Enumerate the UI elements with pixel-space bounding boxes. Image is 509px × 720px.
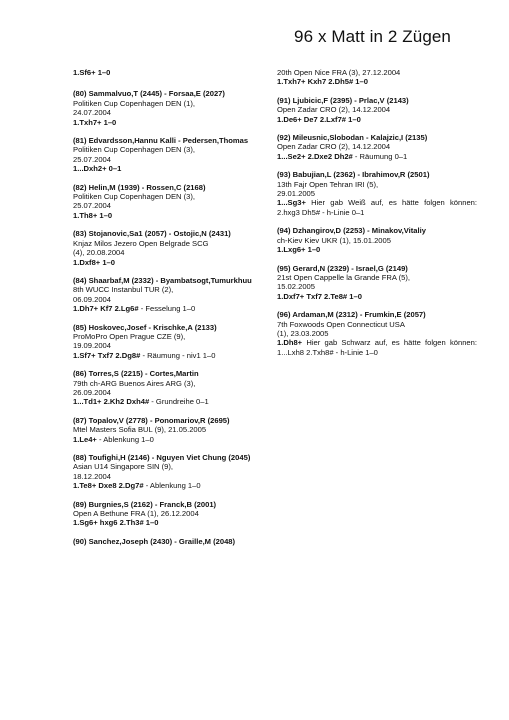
solution-line	[277, 198, 477, 217]
players: (81) Edvardsson,Hannu Kalli - Pedersen,Thomas	[73, 136, 249, 146]
puzzle-entry-87	[73, 416, 273, 444]
solution: 1.Dxf8+ 1–0	[73, 257, 116, 267]
puzzle-entry-94	[277, 226, 477, 254]
right-column	[277, 68, 477, 366]
date: 06.09.2004	[73, 294, 112, 304]
players: (95) Gerard,N (2329) - Israel,G (2149)	[277, 263, 408, 273]
players: (83) Stojanovic,Sa1 (2057) - Ostojic,N (2431)	[73, 229, 231, 239]
comment: Hier gab Weiß auf, es hätte folgen können: 2.hxg3 Dh5# - h-Linie 0–1	[277, 198, 477, 217]
players: (89) Burgnies,S (2162) - Franck,B (2001)	[73, 499, 217, 509]
event: 79th ch-ARG Buenos Aires ARG (3),	[73, 378, 196, 388]
comment: - Ablenkung 1–0	[143, 481, 201, 491]
date: 15.02.2005	[277, 282, 316, 292]
date: 29.01.2005	[277, 189, 316, 199]
solution-line	[73, 481, 273, 490]
puzzle-entry-84	[73, 276, 273, 314]
event: 20th Open Nice FRA (3), 27.12.2004	[277, 68, 401, 77]
puzzle-entry-90	[73, 537, 273, 546]
solution: 1.Sg6+ hxg6 2.Th3# 1–0	[73, 518, 159, 528]
solution: 1...Td1+ 2.Kh2 Dxh4#	[73, 397, 150, 407]
puzzle-entry-93	[277, 170, 477, 217]
solution: 1.Dh8+	[277, 338, 303, 348]
date: 25.07.2004	[73, 154, 112, 164]
intro-solution: 1.Sf6+ 1–0	[73, 68, 111, 77]
players: (92) Mileusnic,Slobodan - Kalajzic,I (2135)	[277, 133, 428, 143]
players: (80) Sammalvuo,T (2445) - Forsaa,E (2027)	[73, 89, 225, 99]
event: Open Zadar CRO (2), 14.12.2004	[277, 142, 391, 152]
puzzle-entry-89	[73, 500, 273, 528]
puzzle-entry-80	[73, 89, 273, 127]
solution: 1.Dh7+ Kf7 2.Lg6#	[73, 304, 139, 314]
solution: 1...Sg3+	[277, 198, 306, 208]
comment: - Räumung 0–1	[352, 151, 408, 161]
date: (1), 23.03.2005	[277, 328, 329, 338]
puzzle-entry-95	[277, 264, 477, 302]
event: Politiken Cup Copenhagen DEN (1),	[73, 98, 195, 108]
solution: 1...Se2+ 2.Dxe2 Dh2#	[277, 151, 353, 161]
comment: - Fesselung 1–0	[138, 304, 196, 314]
event: 21st Open Cappelle la Grande FRA (5),	[277, 272, 410, 282]
solution-line	[73, 435, 273, 444]
date: 25.07.2004	[73, 201, 112, 211]
players: (86) Torres,S (2215) - Cortes,Martin	[73, 369, 199, 379]
solution: 1.Th8+ 1–0	[73, 210, 113, 220]
event: Politiken Cup Copenhagen DEN (3),	[73, 145, 195, 155]
puzzle-entry-92	[277, 133, 477, 161]
event: Asian U14 Singapore SIN (9),	[73, 462, 174, 472]
players: (94) Dzhangirov,D (2253) - Minakov,Vitaliy	[277, 226, 426, 236]
puzzle-entry-86	[73, 369, 273, 407]
players: (85) Hoskovec,Josef - Krischke,A (2133)	[73, 322, 217, 332]
event: 13th Fajr Open Tehran IRI (5),	[277, 179, 379, 189]
puzzle-entry-85	[73, 323, 273, 361]
players: (82) Helin,M (1939) - Rossen,C (2168)	[73, 182, 206, 192]
solution-line	[73, 351, 273, 360]
players: (87) Topalov,V (2778) - Ponomariov,R (2695)	[73, 415, 230, 425]
left-column	[73, 68, 273, 555]
puzzle-entry-91	[277, 96, 477, 124]
puzzle-entry-88	[73, 453, 273, 491]
puzzle-entry-82	[73, 183, 273, 221]
solution: 1...Dxh2+ 0–1	[73, 164, 122, 174]
solution-line	[73, 397, 273, 406]
event: 7th Foxwoods Open Connecticut USA	[277, 319, 405, 329]
solution-line	[73, 304, 273, 313]
event: Open A Bethune FRA (1), 26.12.2004	[73, 509, 199, 519]
date: 18.12.2004	[73, 471, 112, 481]
solution: 1.Lxg6+ 1–0	[277, 245, 321, 255]
date: (4), 20.08.2004	[73, 248, 125, 258]
players: (93) Babujian,L (2362) - Ibrahimov,R (2501)	[277, 170, 430, 180]
players: (88) Toufighi,H (2146) - Nguyen Viet Chung (2045)	[73, 453, 251, 462]
solution-line	[277, 338, 477, 357]
players: (96) Ardaman,M (2312) - Frumkin,E (2057)	[277, 310, 426, 320]
players: (84) Shaarbaf,M (2332) - Byambatsogt,Tumurkhuu	[73, 275, 252, 285]
puzzle-entry-83	[73, 229, 273, 267]
solution: 1.Te8+ Dxe8 2.Dg7#	[73, 481, 144, 491]
event: ch-Kiev Kiev UKR (1), 15.01.2005	[277, 235, 391, 245]
event: Mtel Masters Sofia BUL (9), 21.05.2005	[73, 425, 207, 435]
comment: Hier gab Schwarz auf, es hätte folgen können: 1...Lxh8 2.Txh8# - h-Linie 1–0	[277, 338, 477, 357]
solution: 1.Le4+	[73, 434, 97, 444]
puzzle-entry-90-cont	[277, 68, 477, 87]
event: Politiken Cup Copenhagen DEN (3),	[73, 192, 195, 202]
solution: 1.Txh7+ Kxh7 2.Dh5# 1–0	[277, 77, 368, 87]
solution: 1.Sf7+ Txf7 2.Dg8#	[73, 350, 141, 360]
players: (90) Sanchez,Joseph (2430) - Graille,M (2048)	[73, 536, 236, 546]
solution: 1.Txh7+ 1–0	[73, 117, 117, 127]
comment: - Räumung - niv1 1–0	[140, 350, 216, 360]
event: 8th WUCC Instanbul TUR (2),	[73, 285, 174, 295]
event: Open Zadar CRO (2), 14.12.2004	[277, 105, 391, 115]
event: ProMoPro Open Prague CZE (9),	[73, 331, 186, 341]
page-title: 96 x Matt in 2 Zügen	[294, 27, 451, 46]
date: 26.09.2004	[73, 387, 112, 397]
date: 24.07.2004	[73, 108, 112, 118]
solution: 1.Dxf7+ Txf7 2.Te8# 1–0	[277, 291, 362, 301]
date: 19.09.2004	[73, 341, 112, 351]
comment: - Grundreihe 0–1	[149, 397, 209, 407]
event: Knjaz Milos Jezero Open Belgrade SCG	[73, 238, 209, 248]
solution: 1.De6+ De7 2.Lxf7# 1–0	[277, 114, 361, 124]
solution-line	[277, 152, 477, 161]
players: (91) Ljubicic,F (2395) - Prlac,V (2143)	[277, 95, 409, 105]
puzzle-entry-96	[277, 310, 477, 357]
comment: - Ablenkung 1–0	[96, 434, 154, 444]
puzzle-entry-81	[73, 136, 273, 174]
